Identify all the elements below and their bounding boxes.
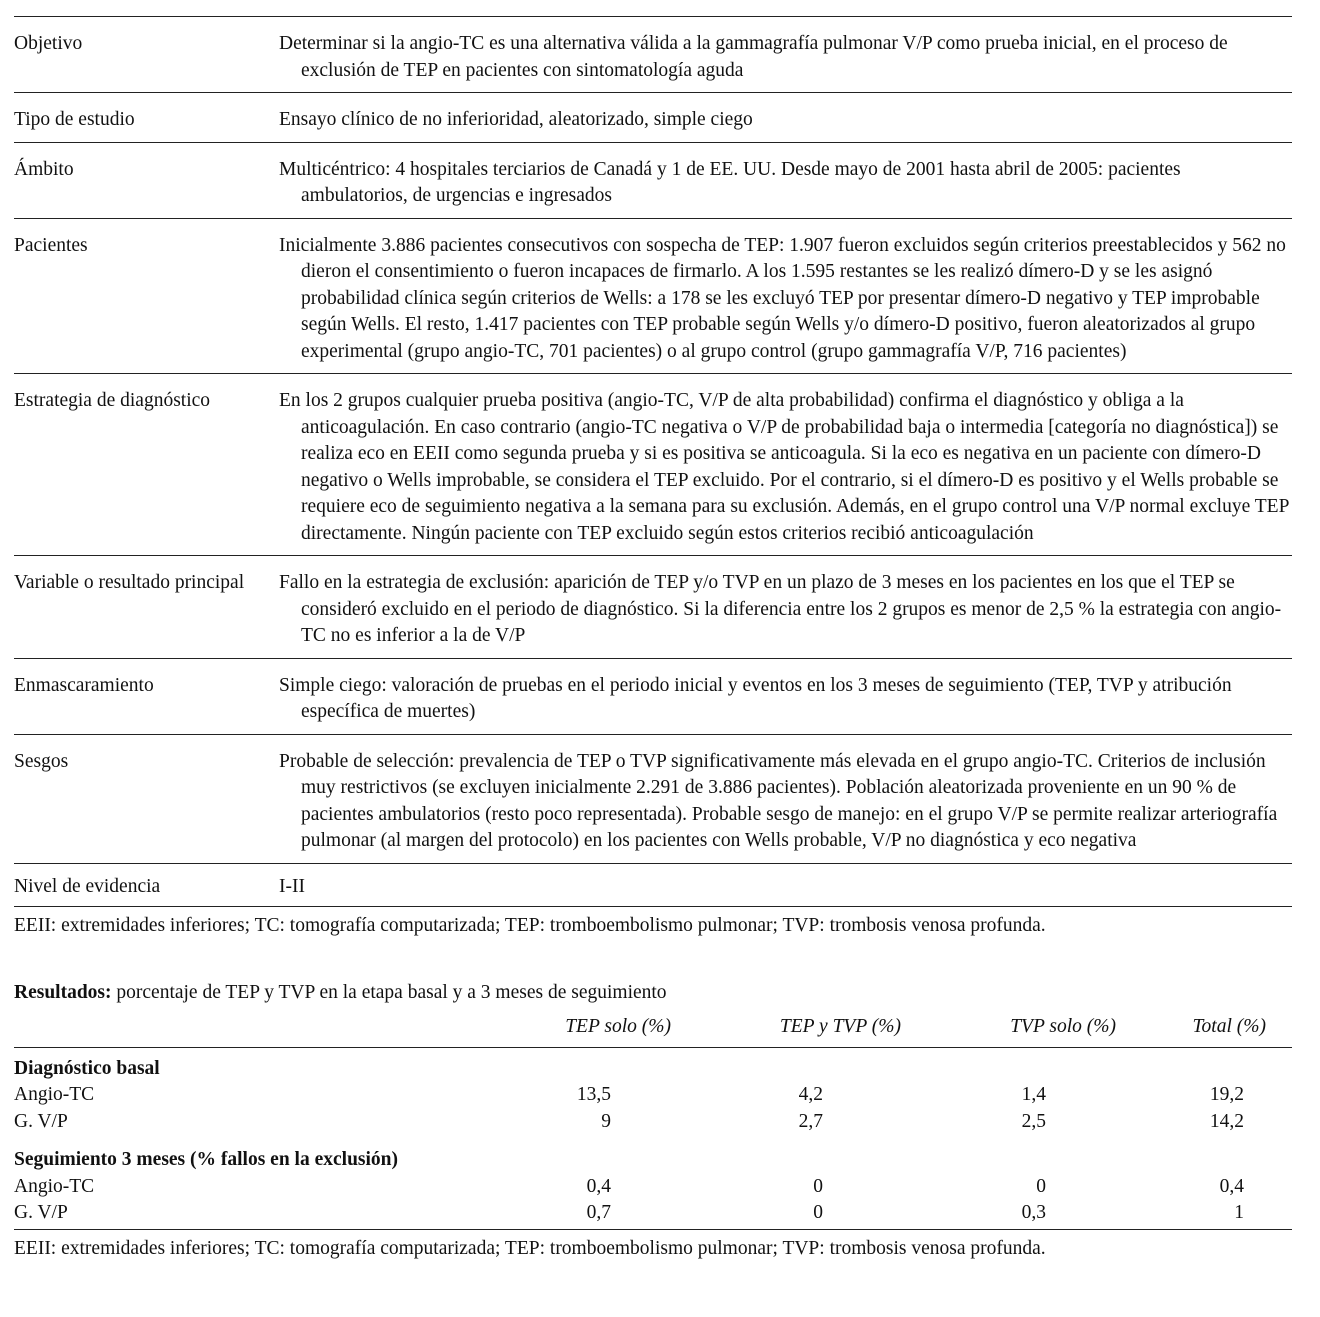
table-row: [14, 1082, 1292, 1109]
summary-value: En los 2 grupos cualquier prueba positiva (angio-TC, V/P de alta probabilidad) confirma el diagnóstico y obliga a la anticoagulación. En caso contrario (angio-TC negativa o V/P de probabilidad baja o intermedia [categoría no diagnóstica]) se realiza eco en EEII como segunda prueba y si es positiva se anticoagula. Si la eco es negativa en un paciente con dímero-D negativo o Wells improbable, se considera el TEP excluido. Por el contrario, si el dímero-D es positivo y el Wells probable se requiere eco de seguimiento negativa a la semana para su exclusión. Además, en el grupo control una V/P normal excluye TEP directamente. Ningún paciente con TEP excluido según estos criterios recibió anticoagulación: [279, 390, 1289, 544]
section-heading: Diagnóstico basal: [14, 1057, 160, 1079]
results-body: [14, 1048, 1292, 1230]
column-header: TVP solo (%): [1010, 1016, 1116, 1037]
results-table: [14, 1014, 1292, 1262]
results-title-bold: Resultados:: [14, 981, 112, 1003]
row-label: Angio-TC: [14, 1084, 95, 1105]
row-label: Angio-TC: [14, 1175, 95, 1197]
cell-value: 2,5: [1021, 1110, 1046, 1132]
summary-row: [14, 17, 1292, 93]
cell-value: 0: [813, 1175, 823, 1197]
cell-value: 2,7: [798, 1110, 823, 1132]
summary-value: Determinar si la angio-TC es una alternativa válida a la gammagrafía pulmonar V/P como prueba inicial, en el proceso de exclusión de TEP en pacientes con sintomatología aguda: [279, 33, 1228, 81]
summary-label: Enmascaramiento: [14, 674, 154, 696]
results-footnote: EEII: extremidades inferiores; TC: tomografía computarizada; TEP: tromboembolismo pulmonar; TVP: trombosis venosa profunda.: [14, 1237, 1046, 1259]
cell-value: 1,4: [1021, 1084, 1046, 1105]
summary-row: [14, 864, 1292, 908]
results-title: [14, 980, 1292, 1007]
summary-label: Tipo de estudio: [14, 109, 135, 130]
column-header: TEP y TVP (%): [779, 1016, 901, 1037]
summary-value: Probable de selección: prevalencia de TEP o TVP significativamente más elevada en el grupo angio-TC. Criterios de inclusión muy restrictivos (se excluyen inicialmente 2.291 de 3.886 pacientes). Población aleatorizada proveniente en un 90 % de pacientes ambulatorios (resto poco representada). Probable sesgo de manejo: en el grupo V/P se permite realizar arteriografía pulmonar (al margen del protocolo) en los pacientes con Wells probable, V/P no diagnóstica y eco negativa: [279, 750, 1278, 851]
summary-label: Ámbito: [14, 158, 74, 180]
column-header: Total (%): [1192, 1016, 1266, 1037]
cell-value: 1: [1234, 1202, 1244, 1223]
section-heading: Seguimiento 3 meses (% fallos en la exclusión): [14, 1149, 399, 1170]
summary-value: I-II: [279, 875, 305, 897]
document: [14, 16, 1292, 1262]
summary-label: Estrategia de diagnóstico: [14, 390, 211, 411]
summary-label: Variable o resultado principal: [14, 572, 245, 593]
summary-value: Fallo en la estrategia de exclusión: aparición de TEP y/o TVP en un plazo de 3 meses en los pacientes en los que el TEP se consideró excluido en el periodo de diagnóstico. Si la diferencia entre los 2 grupos es menor de 2,5 % la estrategia con angio-TC no es inferior a la de V/P: [279, 572, 1282, 646]
cell-value: 0: [813, 1202, 823, 1223]
cell-value: 0,3: [1021, 1202, 1046, 1223]
table-row: [14, 1109, 1292, 1136]
results-title-text: porcentaje de TEP y TVP en la etapa basal y a 3 meses de seguimiento: [111, 981, 667, 1003]
summary-value: Ensayo clínico de no inferioridad, aleatorizado, simple ciego: [279, 109, 753, 130]
cell-value: 0,4: [586, 1175, 611, 1197]
cell-value: 9: [601, 1110, 611, 1132]
summary-row: [14, 93, 1292, 143]
row-label: G. V/P: [14, 1202, 68, 1223]
summary-footnote: EEII: extremidades inferiores; TC: tomografía computarizada; TEP: tromboembolismo pulmonar; TVP: trombosis venosa profunda.: [14, 915, 1046, 936]
summary-value: Inicialmente 3.886 pacientes consecutivos con sospecha de TEP: 1.907 fueron excluidos según criterios preestablecidos y 562 no dieron el consentimiento o fueron incapaces de firmarlo. A los 1.595 restantes se les realizó dímero-D y se les asignó probabilidad clínica según criterios de Wells: a 178 se les excluyó TEP por presentar dímero-D negativo y TEP improbable según Wells. El resto, 1.417 pacientes con TEP probable según Wells y/o dímero-D positivo, fueron aleatorizados al grupo experimental (grupo angio-TC, 701 pacientes) o al grupo control (grupo gammagrafía V/P, 716 pacientes): [279, 234, 1286, 362]
summary-row: [14, 735, 1292, 864]
cell-value: 0: [1036, 1175, 1046, 1197]
summary-value: Multicéntrico: 4 hospitales terciarios de Canadá y 1 de EE. UU. Desde mayo de 2001 hasta abril de 2005: pacientes ambulatorios, de urgencias e ingresados: [279, 158, 1181, 206]
summary-row: [14, 143, 1292, 219]
summary-row: [14, 219, 1292, 375]
summary-row: [14, 374, 1292, 556]
summary-label: Objetivo: [14, 33, 83, 54]
column-header: TEP solo (%): [565, 1016, 671, 1037]
table-row: [14, 1200, 1292, 1227]
summary-label: Sesgos: [14, 750, 69, 772]
cell-value: 4,2: [798, 1084, 823, 1105]
results-header-blank: [14, 1014, 466, 1041]
summary-label: Pacientes: [14, 234, 88, 256]
summary-value: Simple ciego: valoración de pruebas en el periodo inicial y eventos en los 3 meses de seguimiento (TEP, TVP y atribución específica de muertes): [279, 674, 1232, 722]
cell-value: 19,2: [1209, 1084, 1244, 1105]
summary-row: [14, 556, 1292, 659]
cell-value: 0,4: [1219, 1175, 1244, 1197]
table-row: [14, 1174, 1292, 1201]
row-label: G. V/P: [14, 1110, 68, 1132]
study-summary-table: [14, 16, 1292, 907]
summary-label: Nivel de evidencia: [14, 875, 161, 897]
cell-value: 0,7: [586, 1202, 611, 1223]
summary-row: [14, 659, 1292, 735]
cell-value: 13,5: [576, 1084, 611, 1105]
results-header-row: [14, 1014, 1292, 1048]
cell-value: 14,2: [1209, 1110, 1244, 1132]
